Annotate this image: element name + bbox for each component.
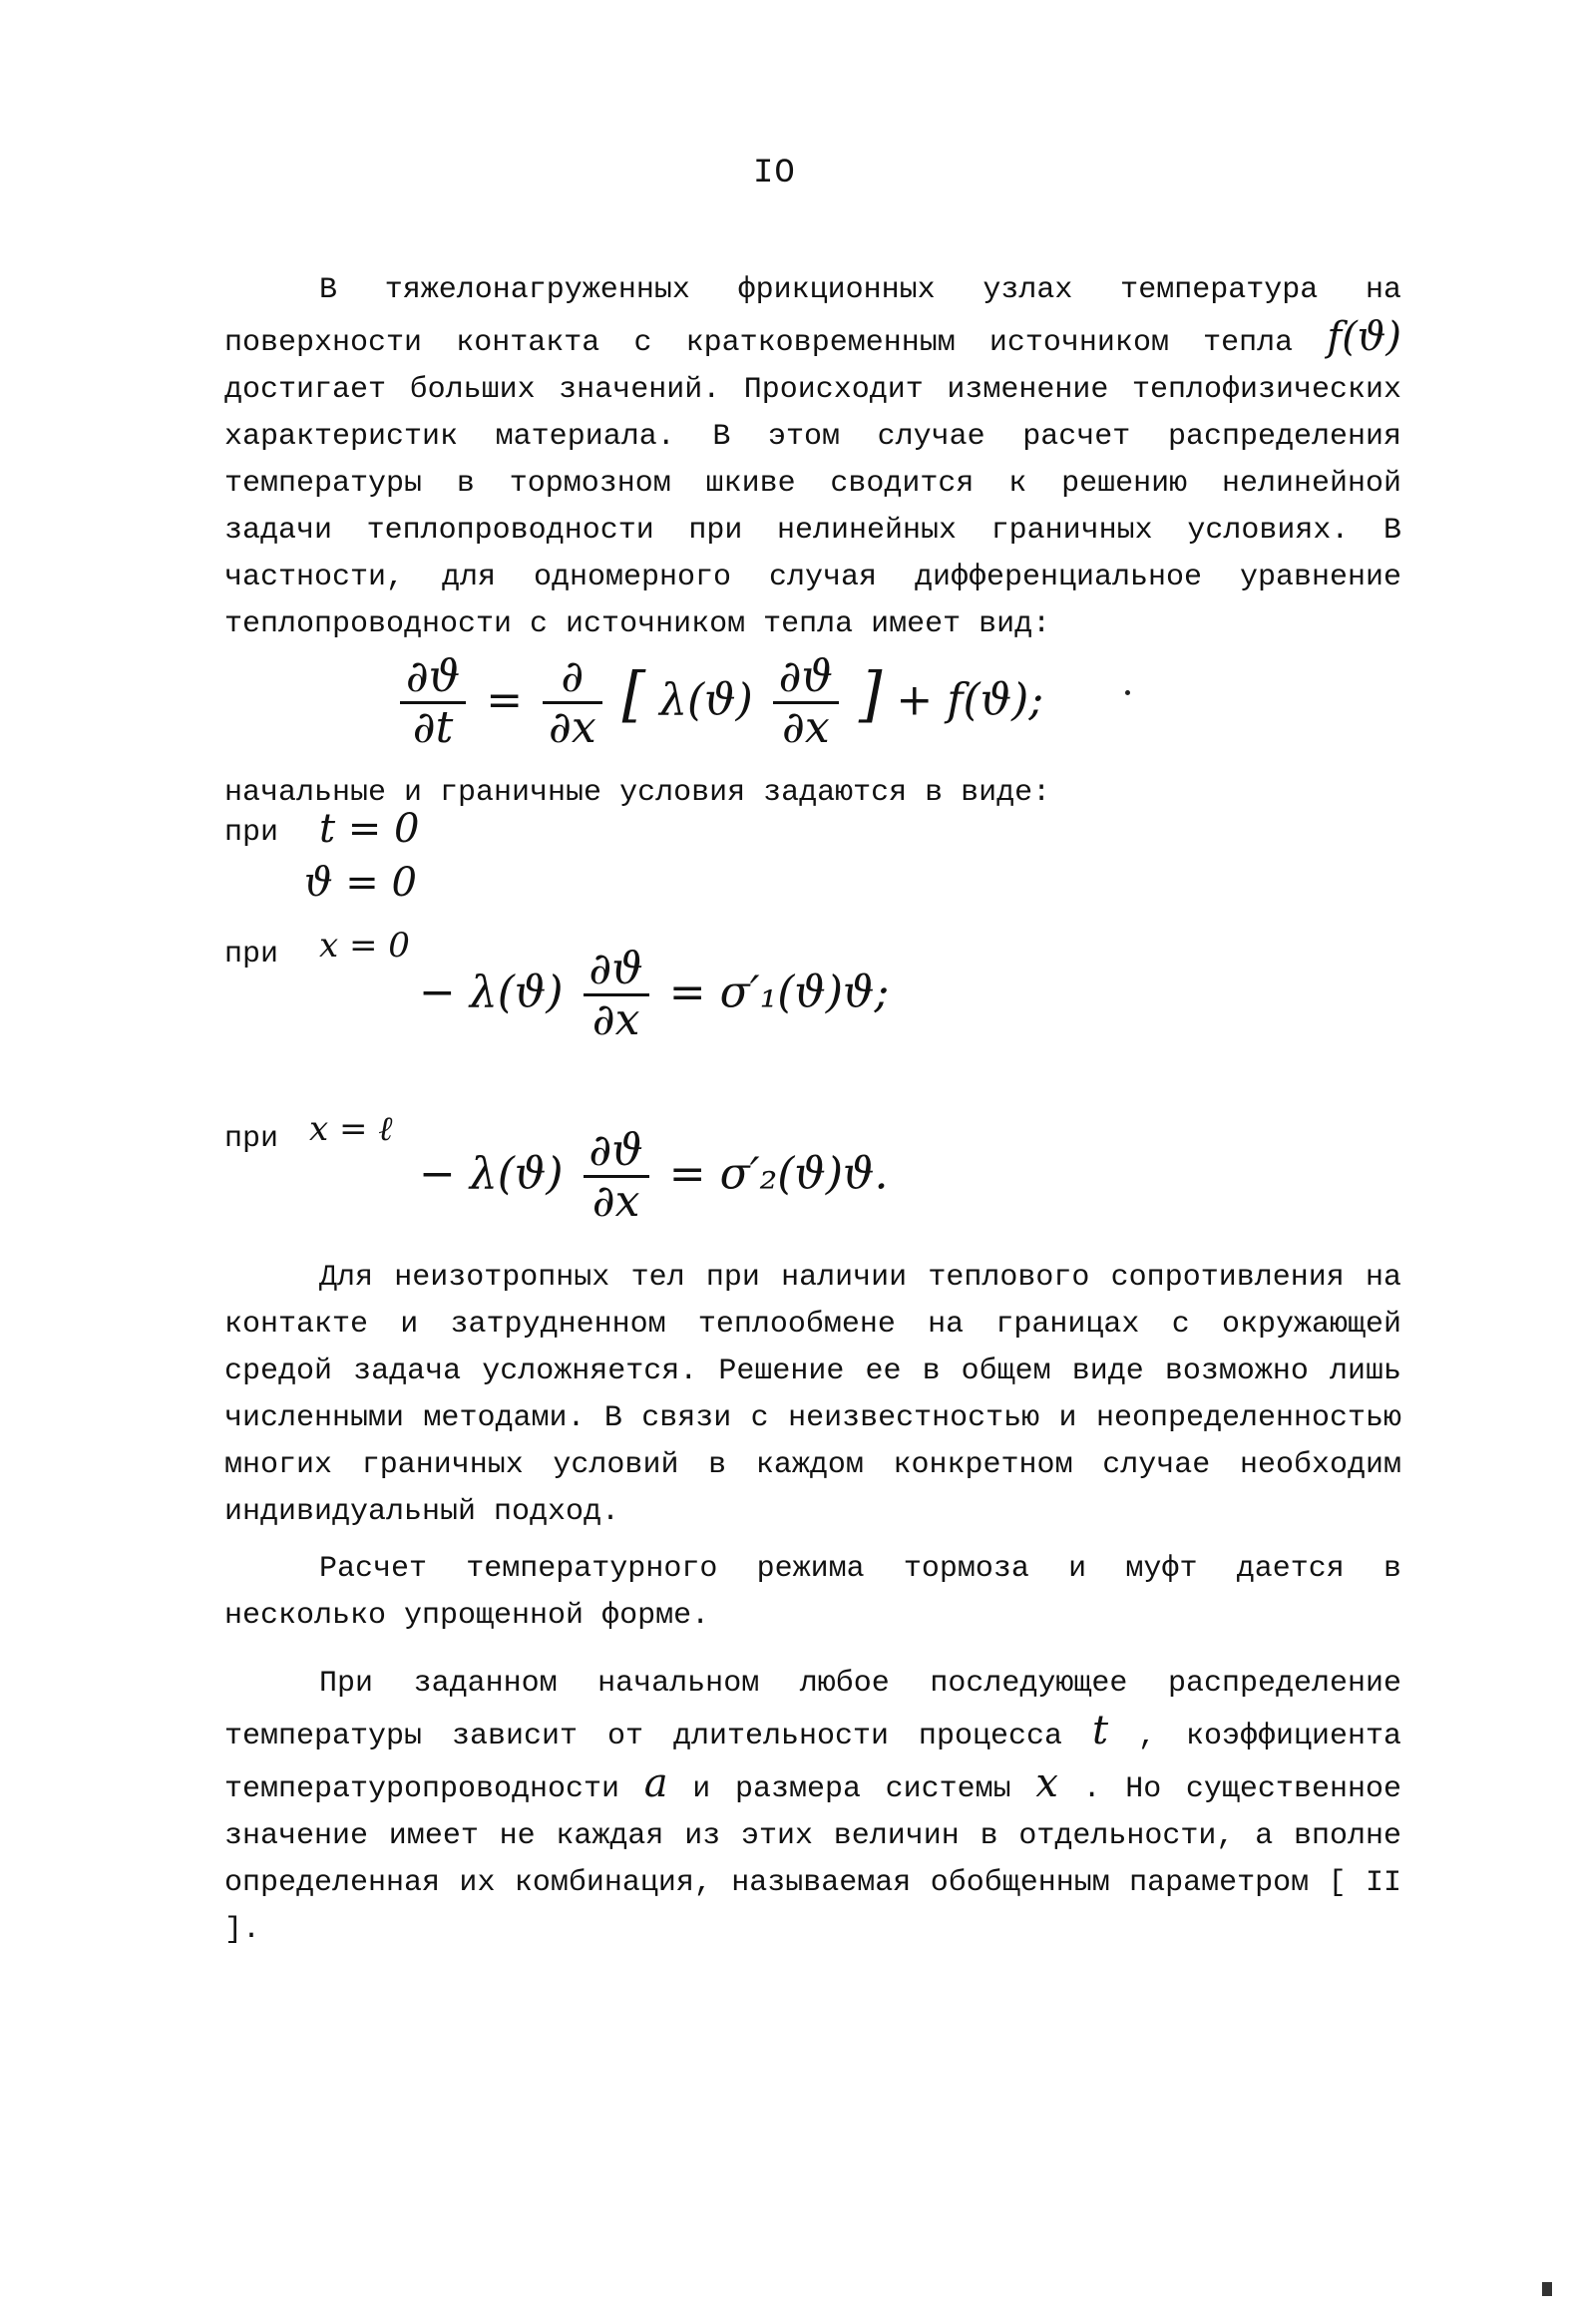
paragraph-intro-rest: достигает больших значений. Происходит изменение теплофизических характеристик материала. В этом случае расчет распределения температуры в тормозном шкиве сводится к решению нелинейной задачи теплопроводности при нелинейных граничных условиях. В частности, для одномерного случая дифференциальное уравнение теплопроводности с источником тепла имеет вид: — [224, 373, 1401, 641]
paragraph-simplified: Расчет температурного режима тормоза и муфт дается в несколько упрощенной форме. — [224, 1552, 1401, 1633]
var-x: x — [1035, 1760, 1058, 1806]
conditions-intro: начальные и граничные условия задаются в виде: — [224, 776, 1051, 810]
boundary-eq-right: − λ(ϑ) $\frac{\partial ϑ}{\partial x}$ = σ′₂(ϑ)ϑ. — [419, 1125, 889, 1228]
condition-expr-1: t = 0 — [319, 806, 420, 852]
condition-expr-2: x = 0 — [319, 926, 410, 966]
lhs-fraction: $\frac{\partial ϑ}{\partial t}$ — [400, 653, 466, 753]
stray-dot — [1125, 690, 1130, 695]
var-a: a — [643, 1760, 668, 1806]
source-function: f(ϑ) — [1327, 314, 1401, 360]
var-t: t — [1091, 1708, 1109, 1753]
reference-bracket: [ II ] — [224, 1866, 1401, 1947]
page-number: IO — [753, 155, 796, 193]
condition-expr-3: x = ℓ — [309, 1109, 393, 1149]
condition-label-1: при — [224, 816, 279, 850]
condition-expr-1b: ϑ = 0 — [304, 860, 417, 906]
paragraph-intro — [224, 267, 1401, 648]
heat-equation: $\frac{\partial ϑ}{\partial t}$ = $\frac{\partial}{\partial x}$ [ λ(ϑ) $\frac{\partial ϑ}{\partial x}$ ] + f(ϑ); — [394, 653, 1043, 753]
condition-label-3: при — [224, 1122, 279, 1156]
inner-fraction: $\frac{\partial ϑ}{\partial x}$ — [773, 653, 839, 753]
paragraph-anisotropic: Для неизотропных тел при наличии теплового сопротивления на контакте и затрудненном теплообмене на границах с окружающей средой задача усложняется. Решение ее в общем виде возможно лишь численными методами. В связи с неизвестностью и неопределенностью многих граничных условий в каждом конкретном случае необходим индивидуальный подход. — [224, 1261, 1401, 1529]
operator-fraction: $\frac{\partial}{\partial x}$ — [543, 653, 602, 753]
boundary-eq-left: − λ(ϑ) $\frac{\partial ϑ}{\partial x}$ = σ′₁(ϑ)ϑ; — [419, 944, 890, 1046]
paragraph-generalized: При заданном начальном любое последующее распределение температуры зависит от длительности процесса t , коэффициента температуропроводности a и размера системы x . Но существенное значение имеет не каждая из этих величин в отдельности, а вполне определенная их комбинация, называемая обобщенным параметром [ II ]. — [224, 1667, 1401, 1947]
condition-label-2: при — [224, 938, 279, 971]
paragraph-intro-text: В тяжелонагруженных фрикционных узлах температура на поверхности контакта с кратковременным источником тепла — [224, 273, 1401, 360]
scan-edge-mark — [1542, 2282, 1552, 2296]
